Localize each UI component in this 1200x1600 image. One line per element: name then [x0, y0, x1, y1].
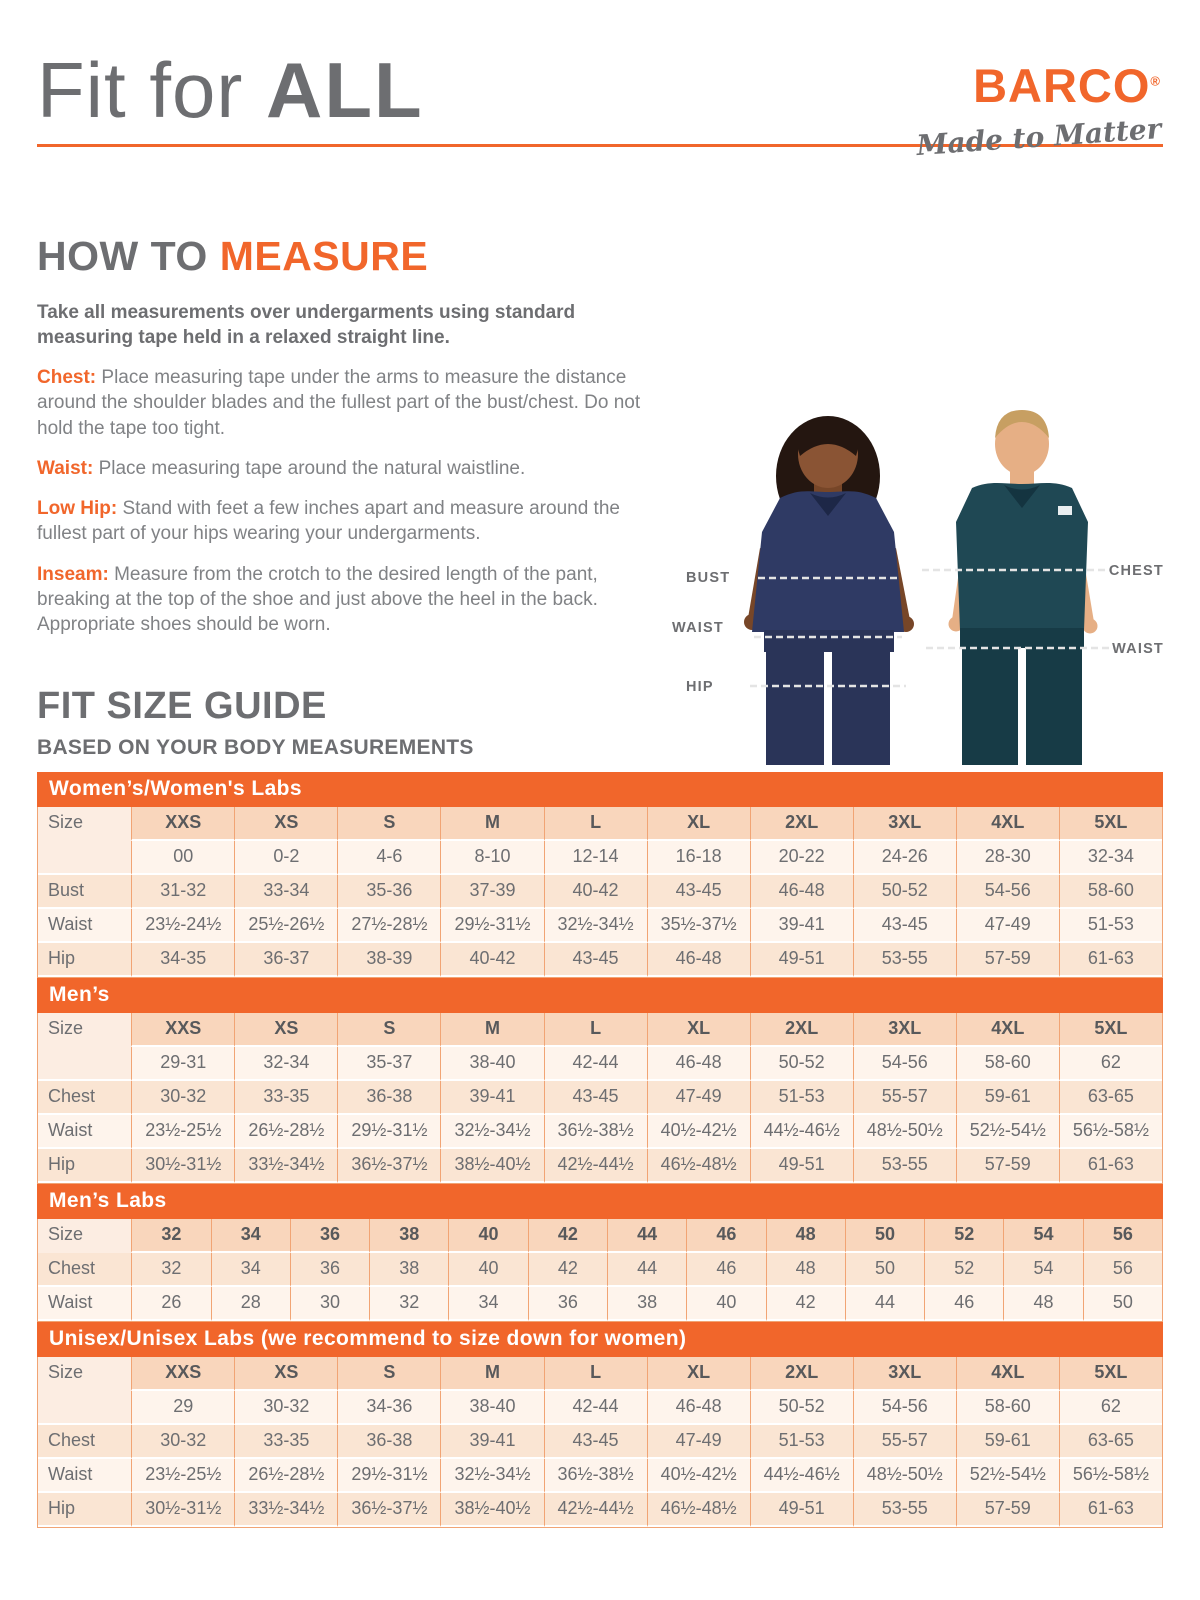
measurement-cell: 48: [766, 1253, 845, 1287]
measurement-cell: 61-63: [1059, 1493, 1162, 1527]
fit-size-guide-section: [37, 685, 1163, 1528]
size-column-header: XS: [234, 807, 337, 841]
measurement-cell: 40½-42½: [647, 1459, 750, 1493]
measurement-cell: 46-48: [647, 943, 750, 977]
size-column-header: XS: [234, 1357, 337, 1391]
measurement-cell: 36: [528, 1287, 607, 1321]
measurement-cell: 53-55: [853, 1149, 956, 1183]
numeric-size-cell: 29-31: [131, 1047, 234, 1081]
measurement-cell: 46½-48½: [647, 1149, 750, 1183]
measurement-cell: 32: [131, 1253, 210, 1287]
measurement-cell: 53-55: [853, 943, 956, 977]
mens-labs-size-table: [37, 1219, 1163, 1322]
size-column-header: 54: [1003, 1219, 1082, 1253]
measurement-cell: 30½-31½: [131, 1493, 234, 1527]
size-column-header: S: [337, 1013, 440, 1047]
measurement-cell: 38½-40½: [440, 1149, 543, 1183]
measurement-cell: 35-36: [337, 875, 440, 909]
measurement-cell: 44: [845, 1287, 924, 1321]
measurement-cell: 49-51: [750, 943, 853, 977]
size-column-header: 2XL: [750, 1013, 853, 1047]
numeric-size-cell: 46-48: [647, 1047, 750, 1081]
table-band-womens: Women’s/Women's Labs: [37, 772, 1163, 807]
woman-model: [744, 416, 914, 765]
measurement-cell: 36-38: [337, 1081, 440, 1115]
size-table: [37, 1357, 1163, 1528]
measurement-cell: 42: [766, 1287, 845, 1321]
waist-figure-label-left: WAIST: [672, 620, 724, 636]
size-column-header: M: [440, 807, 543, 841]
size-column-header: L: [544, 1013, 647, 1047]
measurement-cell: 40: [448, 1253, 527, 1287]
measurement-cell: 40-42: [544, 875, 647, 909]
measurement-cell: 52½-54½: [956, 1459, 1059, 1493]
measurement-row: [38, 1253, 1162, 1287]
size-column-header: 2XL: [750, 807, 853, 841]
measurement-cell: 36½-37½: [337, 1493, 440, 1527]
measurement-row-label: Chest: [38, 1081, 131, 1115]
numeric-size-cell: 62: [1059, 1391, 1162, 1425]
heading-orange-part: MEASURE: [219, 232, 429, 279]
numeric-size-cell: 46-48: [647, 1391, 750, 1425]
measurement-cell: 30-32: [131, 1425, 234, 1459]
measurement-cell: 48½-50½: [853, 1115, 956, 1149]
measurement-cell: 43-45: [544, 1425, 647, 1459]
measurement-cell: 57-59: [956, 1493, 1059, 1527]
numeric-size-cell: 30-32: [234, 1391, 337, 1425]
measurement-cell: 44½-46½: [750, 1459, 853, 1493]
measurement-cell: 44: [607, 1253, 686, 1287]
measurement-row-label: Bust: [38, 875, 131, 909]
measurement-cell: 36: [290, 1253, 369, 1287]
page-header: [37, 46, 1163, 163]
chest-figure-label: CHEST: [1108, 563, 1164, 579]
size-column-header: 4XL: [956, 807, 1059, 841]
measurement-cell: 29½-31½: [337, 1459, 440, 1493]
measurement-cell: 33-34: [234, 875, 337, 909]
measurement-cell: 48½-50½: [853, 1459, 956, 1493]
brand-logo: [915, 59, 1163, 163]
measurement-cell: 61-63: [1059, 943, 1162, 977]
measurement-cell: 29½-31½: [337, 1115, 440, 1149]
size-column-header: 40: [448, 1219, 527, 1253]
measurement-row-label: Waist: [38, 909, 131, 943]
size-column-header: S: [337, 1357, 440, 1391]
measurement-cell: 43-45: [544, 1081, 647, 1115]
inseam-label: Inseam:: [37, 563, 109, 585]
registered-mark: ®: [1150, 73, 1161, 89]
size-column-header: 3XL: [853, 1357, 956, 1391]
measurement-row: [38, 1425, 1162, 1459]
numeric-size-cell: 00: [131, 841, 234, 875]
measurement-row: [38, 1081, 1162, 1115]
measurement-cell: 39-41: [750, 909, 853, 943]
numeric-size-cell: 32-34: [234, 1047, 337, 1081]
measurement-row: [38, 1149, 1162, 1183]
measurement-cell: 51-53: [750, 1425, 853, 1459]
size-column-header: XS: [234, 1013, 337, 1047]
size-column-header: 5XL: [1059, 807, 1162, 841]
title-bold: ALL: [266, 46, 424, 134]
measurement-row: [38, 1493, 1162, 1527]
size-column-header: 3XL: [853, 807, 956, 841]
measurement-cell: 36-38: [337, 1425, 440, 1459]
hip-figure-label: HIP: [686, 679, 714, 695]
size-column-header: XXS: [131, 1013, 234, 1047]
size-corner-label: Size: [38, 1219, 131, 1253]
measurement-cell: 55-57: [853, 1081, 956, 1115]
size-column-header: 32: [131, 1219, 210, 1253]
measure-item-inseam: [37, 562, 662, 638]
chest-label: Chest:: [37, 367, 97, 389]
measurement-cell: 59-61: [956, 1081, 1059, 1115]
numeric-size-cell: 8-10: [440, 841, 543, 875]
measurement-cell: 38-39: [337, 943, 440, 977]
measurement-cell: 33½-34½: [234, 1493, 337, 1527]
measurement-cell: 40½-42½: [647, 1115, 750, 1149]
measurement-cell: 61-63: [1059, 1149, 1162, 1183]
chest-text: Place measuring tape under the arms to measure the distance around the shoulder blades and the fullest part of the bust/chest. Do not hold the tape too tight.: [37, 367, 641, 439]
numeric-size-cell: 42-44: [544, 1047, 647, 1081]
size-column-header: XL: [647, 807, 750, 841]
measure-intro: Take all measurements over undergarments using standard measuring tape held in a relaxed straight line.: [37, 301, 576, 348]
numeric-size-cell: 38-40: [440, 1047, 543, 1081]
measurement-cell: 30-32: [131, 1081, 234, 1115]
title-light: Fit for: [37, 46, 267, 134]
measurement-cell: 42½-44½: [544, 1149, 647, 1183]
numeric-size-cell: 50-52: [750, 1047, 853, 1081]
measurement-cell: 50-52: [853, 875, 956, 909]
measurement-cell: 40-42: [440, 943, 543, 977]
low-hip-label: Low Hip:: [37, 498, 118, 520]
measurement-cell: 47-49: [647, 1425, 750, 1459]
measurement-cell: 46: [686, 1253, 765, 1287]
measurement-cell: 55-57: [853, 1425, 956, 1459]
measure-item-waist: [37, 456, 662, 481]
measurement-row: [38, 1115, 1162, 1149]
mens-size-table: [37, 1013, 1163, 1184]
size-table: [37, 807, 1163, 978]
measurement-cell: 28: [211, 1287, 290, 1321]
measurement-cell: 34: [448, 1287, 527, 1321]
size-column-header: XXS: [131, 1357, 234, 1391]
brand-wordmark: BARCO: [973, 59, 1151, 112]
measurement-cell: 32½-34½: [440, 1115, 543, 1149]
size-column-header: 42: [528, 1219, 607, 1253]
numeric-size-cell: 34-36: [337, 1391, 440, 1425]
table-band-unisex: Unisex/Unisex Labs (we recommend to size down for women): [37, 1322, 1163, 1357]
man-model: [949, 410, 1098, 765]
numeric-size-cell: 50-52: [750, 1391, 853, 1425]
waist-label: Waist:: [37, 457, 94, 479]
measurement-cell: 34-35: [131, 943, 234, 977]
measure-item-chest: [37, 365, 662, 441]
measurement-cell: 36½-37½: [337, 1149, 440, 1183]
measurement-cell: 47-49: [956, 909, 1059, 943]
measurement-cell: 43-45: [544, 943, 647, 977]
brand-name: [916, 59, 1161, 112]
numeric-size-cell: 62: [1059, 1047, 1162, 1081]
table-band-mens-labs: Men’s Labs: [37, 1184, 1163, 1219]
size-corner-label: Size: [38, 1357, 131, 1391]
measurement-cell: 57-59: [956, 943, 1059, 977]
measurement-cell: 35½-37½: [647, 909, 750, 943]
measurement-row: [38, 1459, 1162, 1493]
unisex-size-table: [37, 1357, 1163, 1528]
measurement-cell: 48: [1003, 1287, 1082, 1321]
measurement-row-label: Hip: [38, 1149, 131, 1183]
measurement-cell: 44½-46½: [750, 1115, 853, 1149]
heading-gray-part: HOW TO: [37, 232, 220, 279]
bust-figure-label: BUST: [686, 570, 731, 586]
size-column-header: 38: [369, 1219, 448, 1253]
size-column-header: 52: [924, 1219, 1003, 1253]
measurement-cell: 49-51: [750, 1493, 853, 1527]
measurement-cell: 30½-31½: [131, 1149, 234, 1183]
measurement-cell: 56½-58½: [1059, 1115, 1162, 1149]
measurement-cell: 63-65: [1059, 1425, 1162, 1459]
size-table: [37, 1013, 1163, 1184]
size-header-row: [38, 807, 1162, 841]
size-header-row: [38, 1219, 1162, 1253]
womens-size-table: [37, 807, 1163, 978]
size-column-header: L: [544, 1357, 647, 1391]
inseam-text: Measure from the crotch to the desired length of the pant, breaking at the top of the shoe and just above the heel in the back. Appropriate shoes should be worn.: [37, 563, 598, 636]
measurement-cell: 46½-48½: [647, 1493, 750, 1527]
measure-item-lowhip: [37, 496, 662, 547]
measurement-cell: 37-39: [440, 875, 543, 909]
measurement-cell: 36-37: [234, 943, 337, 977]
measurement-row-label: Waist: [38, 1287, 131, 1321]
measurement-cell: 34: [211, 1253, 290, 1287]
measurement-cell: 32½-34½: [440, 1459, 543, 1493]
numeric-size-cell: 32-34: [1059, 841, 1162, 875]
measurement-cell: 57-59: [956, 1149, 1059, 1183]
size-corner-continuation: [38, 1391, 131, 1425]
size-column-header: M: [440, 1013, 543, 1047]
measurement-cell: 59-61: [956, 1425, 1059, 1459]
measurement-row-label: Chest: [38, 1253, 131, 1287]
measurement-cell: 26: [131, 1287, 210, 1321]
measurement-cell: 63-65: [1059, 1081, 1162, 1115]
measurement-cell: 42½-44½: [544, 1493, 647, 1527]
measurement-row-label: Hip: [38, 943, 131, 977]
measurement-cell: 50: [1083, 1287, 1162, 1321]
measurement-cell: 32½-34½: [544, 909, 647, 943]
measurement-cell: 23½-25½: [131, 1115, 234, 1149]
measurement-cell: 25½-26½: [234, 909, 337, 943]
size-column-header: 3XL: [853, 1013, 956, 1047]
size-column-header: 56: [1083, 1219, 1162, 1253]
size-column-header: 5XL: [1059, 1357, 1162, 1391]
measurement-cell: 52½-54½: [956, 1115, 1059, 1149]
measurement-row-label: Waist: [38, 1115, 131, 1149]
numeric-size-row: [38, 841, 1162, 875]
size-column-header: XL: [647, 1013, 750, 1047]
models-illustration: [660, 380, 1165, 765]
measurement-cell: 33½-34½: [234, 1149, 337, 1183]
measurement-cell: 26½-28½: [234, 1459, 337, 1493]
measurement-cell: 52: [924, 1253, 1003, 1287]
size-header-row: [38, 1013, 1162, 1047]
measurement-cell: 47-49: [647, 1081, 750, 1115]
measurement-cell: 38: [607, 1287, 686, 1321]
numeric-size-cell: 54-56: [853, 1391, 956, 1425]
numeric-size-cell: 29: [131, 1391, 234, 1425]
size-column-header: 5XL: [1059, 1013, 1162, 1047]
measurement-cell: 36½-38½: [544, 1115, 647, 1149]
numeric-size-cell: 4-6: [337, 841, 440, 875]
measurement-cell: 46-48: [750, 875, 853, 909]
measurement-row-label: Chest: [38, 1425, 131, 1459]
low-hip-text: Stand with feet a few inches apart and measure around the fullest part of your hips wearing your undergarments.: [37, 498, 620, 545]
measurement-cell: 43-45: [853, 909, 956, 943]
measurement-cell: 56½-58½: [1059, 1459, 1162, 1493]
measurement-cell: 40: [686, 1287, 765, 1321]
measurement-cell: 54: [1003, 1253, 1082, 1287]
numeric-size-cell: 20-22: [750, 841, 853, 875]
size-column-header: 36: [290, 1219, 369, 1253]
size-corner-label: Size: [38, 1013, 131, 1047]
measurement-cell: 39-41: [440, 1081, 543, 1115]
numeric-size-row: [38, 1047, 1162, 1081]
waist-figure-label-right: WAIST: [1112, 641, 1164, 657]
size-column-header: 50: [845, 1219, 924, 1253]
numeric-size-cell: 28-30: [956, 841, 1059, 875]
size-corner-continuation: [38, 841, 131, 875]
fit-size-guide-heading: FIT SIZE GUIDE: [37, 685, 327, 728]
measurement-cell: 23½-25½: [131, 1459, 234, 1493]
waist-text: Place measuring tape around the natural waistline.: [98, 457, 526, 479]
measurement-row: [38, 1287, 1162, 1321]
measurement-cell: 50: [845, 1253, 924, 1287]
size-column-header: 4XL: [956, 1357, 1059, 1391]
measurement-cell: 39-41: [440, 1425, 543, 1459]
size-column-header: 44: [607, 1219, 686, 1253]
how-to-measure-heading: [37, 233, 682, 280]
measurement-row: [38, 909, 1162, 943]
numeric-size-cell: 12-14: [544, 841, 647, 875]
numeric-size-cell: 35-37: [337, 1047, 440, 1081]
measurement-cell: 42: [528, 1253, 607, 1287]
measurement-cell: 58-60: [1059, 875, 1162, 909]
size-column-header: 46: [686, 1219, 765, 1253]
measurement-cell: 56: [1083, 1253, 1162, 1287]
numeric-size-cell: 16-18: [647, 841, 750, 875]
measurement-cell: 51-53: [750, 1081, 853, 1115]
measurement-row-label: Hip: [38, 1493, 131, 1527]
measurement-cell: 33-35: [234, 1081, 337, 1115]
numeric-size-cell: 0-2: [234, 841, 337, 875]
numeric-size-cell: 38-40: [440, 1391, 543, 1425]
size-column-header: XL: [647, 1357, 750, 1391]
size-column-header: M: [440, 1357, 543, 1391]
measurement-cell: 49-51: [750, 1149, 853, 1183]
size-column-header: S: [337, 807, 440, 841]
size-column-header: 48: [766, 1219, 845, 1253]
measurement-cell: 33-35: [234, 1425, 337, 1459]
size-table: [37, 1219, 1163, 1322]
size-column-header: 2XL: [750, 1357, 853, 1391]
size-header-row: [38, 1357, 1162, 1391]
measurement-cell: 46: [924, 1287, 1003, 1321]
measurement-cell: 53-55: [853, 1493, 956, 1527]
measurement-cell: 43-45: [647, 875, 750, 909]
table-band-mens: Men’s: [37, 978, 1163, 1013]
size-column-header: L: [544, 807, 647, 841]
how-to-measure-section: [37, 233, 682, 638]
numeric-size-row: [38, 1391, 1162, 1425]
numeric-size-cell: 58-60: [956, 1047, 1059, 1081]
measurement-cell: 31-32: [131, 875, 234, 909]
numeric-size-cell: 54-56: [853, 1047, 956, 1081]
measurement-row-label: Waist: [38, 1459, 131, 1493]
size-column-header: 4XL: [956, 1013, 1059, 1047]
size-tables: [37, 772, 1163, 1528]
size-column-header: 34: [211, 1219, 290, 1253]
measurement-cell: 32: [369, 1287, 448, 1321]
measurement-cell: 54-56: [956, 875, 1059, 909]
measurement-cell: 38½-40½: [440, 1493, 543, 1527]
measurement-cell: 36½-38½: [544, 1459, 647, 1493]
size-column-header: XXS: [131, 807, 234, 841]
measurement-cell: 38: [369, 1253, 448, 1287]
fit-size-guide-subheading: BASED ON YOUR BODY MEASUREMENTS: [37, 736, 474, 760]
numeric-size-cell: 24-26: [853, 841, 956, 875]
numeric-size-cell: 42-44: [544, 1391, 647, 1425]
measurement-cell: 23½-24½: [131, 909, 234, 943]
measurement-row: [38, 875, 1162, 909]
measurement-cell: 30: [290, 1287, 369, 1321]
numeric-size-cell: 58-60: [956, 1391, 1059, 1425]
size-corner-label: Size: [38, 807, 131, 841]
measurement-cell: 29½-31½: [440, 909, 543, 943]
measurement-row: [38, 943, 1162, 977]
measurement-cell: 51-53: [1059, 909, 1162, 943]
measurement-cell: 26½-28½: [234, 1115, 337, 1149]
measurement-cell: 27½-28½: [337, 909, 440, 943]
brand-tagline: Made to Matter: [915, 112, 1163, 163]
size-corner-continuation: [38, 1047, 131, 1081]
models-figure: [660, 380, 1165, 765]
